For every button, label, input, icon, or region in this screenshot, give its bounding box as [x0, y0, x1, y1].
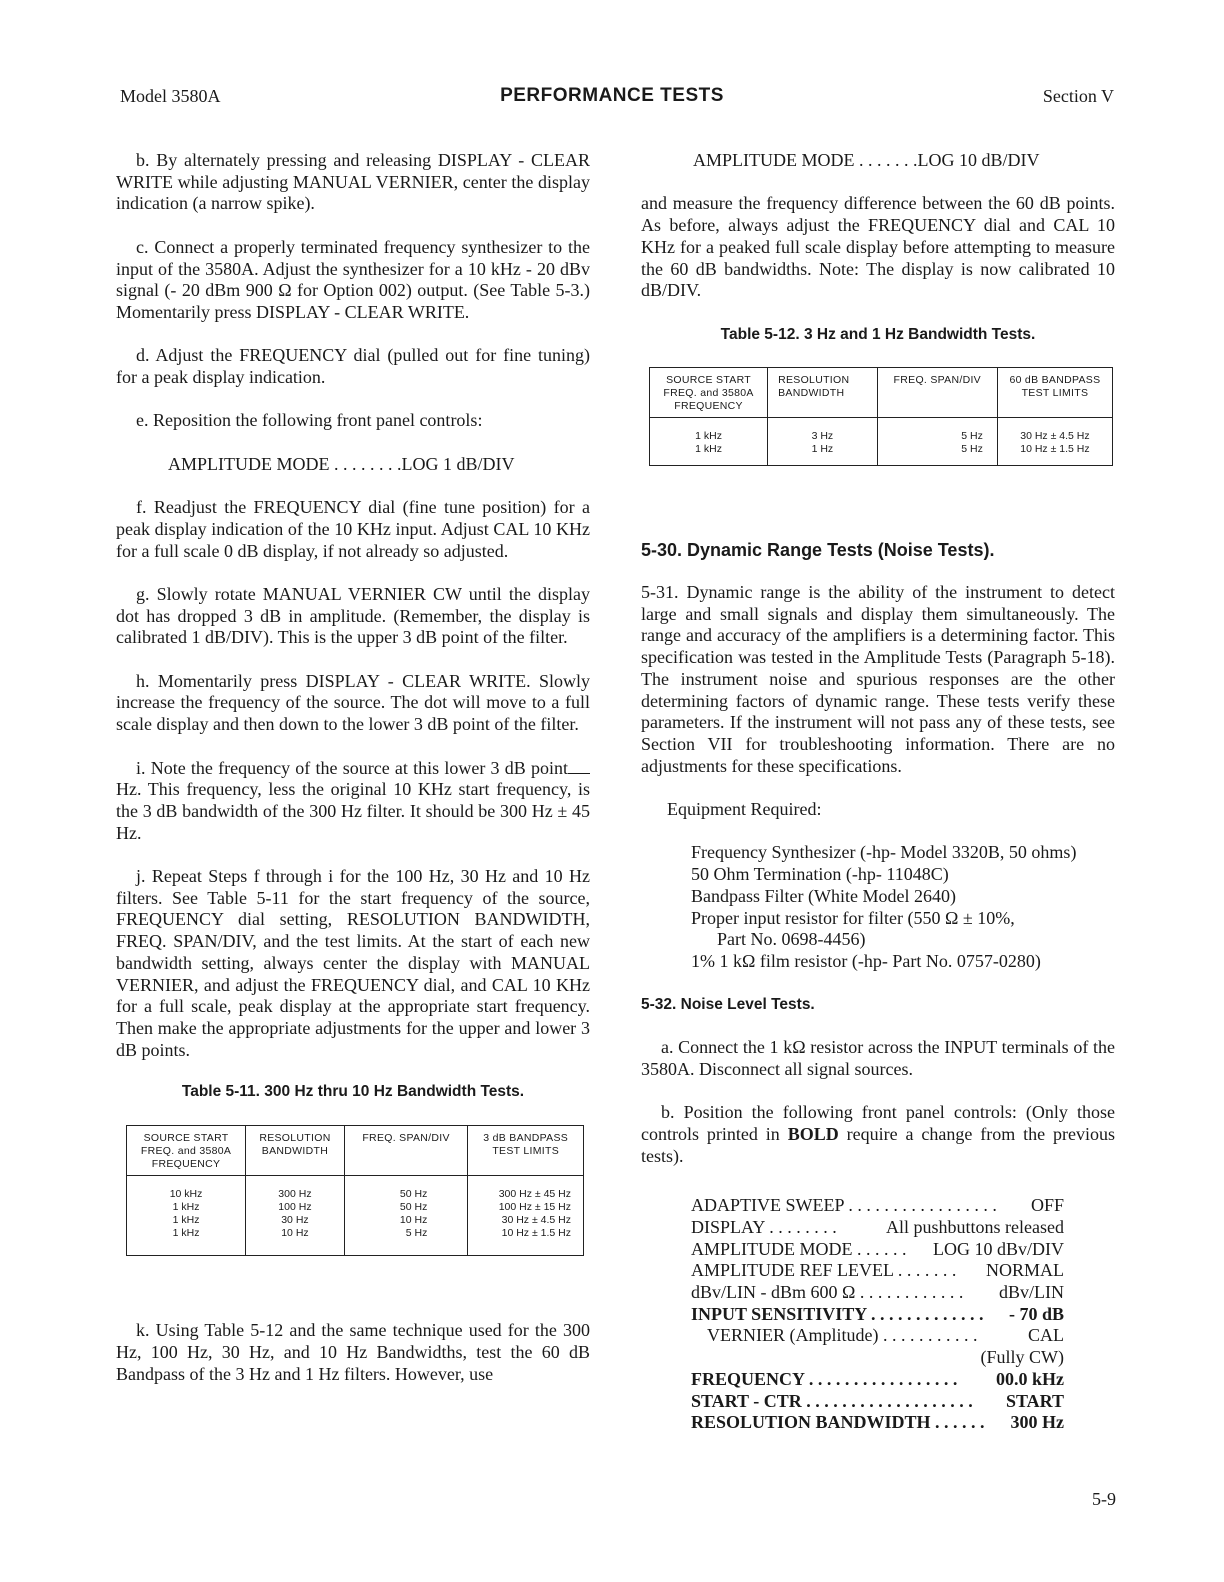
- table-header-cell: SOURCE START FREQ. and 3580A FREQUENCY: [650, 368, 768, 418]
- step-b-bold: BOLD: [787, 1123, 839, 1144]
- step-b-text-1: b. Position the following front panel controls: (Only those controls printed in: [641, 1102, 1115, 1144]
- table-cell: 3 Hz 1 Hz: [768, 418, 878, 466]
- table-row: [650, 418, 1113, 466]
- page-number: 5-9: [1092, 1489, 1116, 1509]
- step-h: h. Momentarily press DISPLAY - CLEAR WRITE. Slowly increase the frequency of the source. The dot will move to a full scale display and then down to the lower 3 dB point of the filter.: [116, 670, 590, 735]
- control-label: START - CTR . . . . . . . . . . . . . . . . . . .: [691, 1390, 973, 1411]
- table-header-row: [650, 368, 1113, 418]
- control-value: 300 Hz: [1010, 1412, 1064, 1433]
- section-5-32-heading: 5-32. Noise Level Tests.: [641, 996, 815, 1014]
- list-item: Bandpass Filter (White Model 2640): [691, 885, 956, 906]
- control-label: FREQUENCY . . . . . . . . . . . . . . . . .: [691, 1368, 958, 1389]
- control-row: [691, 1325, 1064, 1347]
- header-section: Section V: [1042, 86, 1114, 106]
- control-value: - 70 dB: [1008, 1303, 1064, 1324]
- step-b-text-2: require a change from the previous tests).: [641, 1123, 1115, 1166]
- control-value: OFF: [1030, 1195, 1064, 1216]
- right-column: [641, 150, 1115, 1434]
- left-column: [116, 150, 590, 1407]
- control-label: AMPLITUDE REF LEVEL . . . . . . .: [691, 1260, 957, 1281]
- header-model: Model 3580A: [120, 86, 221, 106]
- control-value: LOG 10 dBv/DIV: [933, 1238, 1064, 1259]
- table-cell: 10 kHz 1 kHz 1 kHz 1 kHz: [127, 1176, 246, 1256]
- table-cell: 1 kHz 1 kHz: [650, 418, 768, 466]
- control-row: [691, 1195, 1064, 1217]
- control-value: All pushbuttons released: [886, 1216, 1064, 1237]
- section-5-30-heading: 5-30. Dynamic Range Tests (Noise Tests).: [641, 540, 995, 561]
- step-e: e. Reposition the following front panel controls:: [136, 410, 483, 431]
- table-5-11-title: Table 5-11. 300 Hz thru 10 Hz Bandwidth Tests.: [181, 1083, 525, 1101]
- control-row: [691, 1347, 1064, 1369]
- step-g: g. Slowly rotate MANUAL VERNIER CW until the display dot has dropped 3 dB in amplitude. (Remember, the display is calibrated 1 dB/DIV). This is the upper 3 dB point of the filter.: [116, 583, 590, 648]
- list-item: 1% 1 kΩ film resistor (-hp- Part No. 0757-0280): [691, 950, 1041, 971]
- step-f: f. Readjust the FREQUENCY dial (fine tune position) for a peak display indication of the 10 KHz input. Adjust CAL 10 KHz for a full scale 0 dB display, if not already so adjusted.: [116, 497, 590, 561]
- table-header-cell: 3 dB BANDPASS TEST LIMITS: [468, 1126, 584, 1176]
- control-row: [691, 1282, 1064, 1304]
- step-e-setting: AMPLITUDE MODE . . . . . . . .LOG 1 dB/DIV: [168, 453, 515, 474]
- paragraph-60db: and measure the frequency difference between the 60 dB points. As before, always adjust the FREQUENCY dial and CAL 10 KHz for a peaked full scale display before attempting to measure the 60 dB bandwidths. Note: The display is now calibrated 10 dB/DIV.: [641, 193, 1115, 301]
- control-value: dBv/LIN: [999, 1282, 1064, 1303]
- control-row: [691, 1260, 1064, 1282]
- table-row: [127, 1176, 584, 1256]
- step-i: [116, 758, 590, 845]
- table-header-cell: FREQ. SPAN/DIV: [344, 1126, 468, 1176]
- control-row: [691, 1217, 1064, 1239]
- frequency-blank: [568, 759, 590, 774]
- step-a: a. Connect the 1 kΩ resistor across the INPUT terminals of the 3580A. Disconnect all signal sources.: [641, 1037, 1115, 1079]
- equipment-label: Equipment Required:: [667, 799, 822, 820]
- table-header-cell: SOURCE START FREQ. and 3580A FREQUENCY: [127, 1126, 246, 1176]
- control-label: DISPLAY . . . . . . . .: [691, 1216, 837, 1237]
- control-label: AMPLITUDE MODE . . . . . .: [691, 1238, 907, 1259]
- step-c: c. Connect a properly terminated frequency synthesizer to the input of the 3580A. Adjust the synthesizer for a 10 kHz - 20 dBv signal (- 20 dBm 900 Ω for Option 002) output. (See Table 5-3.) Momentarily press DISPLAY - CLEAR WRITE.: [116, 236, 590, 322]
- table-cell: 300 Hz ± 45 Hz 100 Hz ± 15 Hz 30 Hz ± 4.5 Hz 10 Hz ± 1.5 Hz: [468, 1176, 584, 1256]
- step-i-part-b: Hz. This frequency, less the original 10 KHz start frequency, is the 3 dB bandwidth of the 300 Hz filter. It should be 300 Hz ± 45 Hz.: [116, 779, 590, 843]
- list-item: 50 Ohm Termination (-hp- 11048C): [691, 864, 949, 885]
- control-label: INPUT SENSITIVITY . . . . . . . . . . . . .: [691, 1303, 984, 1324]
- control-label: dBv/LIN - dBm 600 Ω . . . . . . . . . . . .: [691, 1282, 964, 1303]
- list-item: Part No. 0698-4456): [717, 929, 866, 950]
- step-k: k. Using Table 5-12 and the same technique used for the 300 Hz, 100 Hz, 30 Hz, and 10 Hz Bandwidths, test the 60 dB Bandpass of the 3 Hz and 1 Hz filters. However, use: [116, 1320, 590, 1384]
- table-5-12-title: Table 5-12. 3 Hz and 1 Hz Bandwidth Tests.: [720, 325, 1036, 343]
- table-cell: 50 Hz 50 Hz 10 Hz 5 Hz: [344, 1176, 468, 1256]
- table-header-cell: RESOLUTION BANDWIDTH: [768, 368, 878, 418]
- table-header-cell: FREQ. SPAN/DIV: [877, 368, 997, 418]
- table-header-row: [127, 1126, 584, 1176]
- control-row: [691, 1304, 1064, 1326]
- table-cell: 30 Hz ± 4.5 Hz 10 Hz ± 1.5 Hz: [997, 418, 1112, 466]
- control-value: 00.0 kHz: [995, 1368, 1064, 1389]
- control-label: RESOLUTION BANDWIDTH . . . . . .: [691, 1412, 985, 1433]
- step-b-right: [641, 1102, 1115, 1167]
- step-d: d. Adjust the FREQUENCY dial (pulled out for fine tuning) for a peak display indication.: [116, 345, 590, 387]
- list-item: Frequency Synthesizer (-hp- Model 3320B, 50 ohms): [691, 842, 1077, 863]
- control-value: CAL: [1028, 1325, 1064, 1346]
- table-cell: 5 Hz 5 Hz: [877, 418, 997, 466]
- control-row: [691, 1369, 1064, 1391]
- control-row: [691, 1412, 1064, 1434]
- step-j: j. Repeat Steps f through i for the 100 Hz, 30 Hz and 10 Hz filters. See Table 5-11 for the start frequency of the source, FREQUENCY dial setting, RESOLUTION BANDWIDTH, FREQ. SPAN/DIV, and the test limits. At the start of each new bandwidth setting, always center the display with MANUAL VERNIER, and adjust the FREQUENCY dial, and CAL 10 KHz for a full scale, peak display at the appropriate start frequency. Then make the appropriate adjustments for the upper and lower 3 dB points.: [116, 866, 590, 1060]
- equipment-list: [641, 842, 1115, 972]
- control-value: (Fully CW): [980, 1347, 1064, 1368]
- amplitude-setting-top: AMPLITUDE MODE . . . . . . .LOG 10 dB/DIV: [693, 150, 1040, 170]
- header-title: PERFORMANCE TESTS: [500, 85, 724, 106]
- table-header-cell: 60 dB BANDPASS TEST LIMITS: [997, 368, 1112, 418]
- control-row: [691, 1391, 1064, 1413]
- control-label: ADAPTIVE SWEEP . . . . . . . . . . . . . . . . .: [691, 1195, 997, 1216]
- list-item: Proper input resistor for filter (550 Ω ± 10%,: [691, 907, 1015, 928]
- paragraph-5-31: 5-31. Dynamic range is the ability of the instrument to detect large and small signals and display them simultaneously. The range and accuracy of the amplifiers is a determining factor. This specification was tested in the Amplitude Tests (Paragraph 5-18). The instrument noise and spurious responses are the other determining factors of dynamic range. These tests verify these parameters. If the instrument will not pass any of these tests, see Section VII for troubleshooting information. There are no adjustments for these specifications.: [641, 582, 1115, 776]
- table-5-11: [126, 1125, 584, 1256]
- control-settings-list: [641, 1195, 1064, 1434]
- control-value: START: [1005, 1390, 1064, 1411]
- control-row: [691, 1239, 1064, 1261]
- table-cell: 300 Hz 100 Hz 30 Hz 10 Hz: [246, 1176, 345, 1256]
- step-b: b. By alternately pressing and releasing DISPLAY - CLEAR WRITE while adjusting MANUAL VERNIER, center the display indication (a narrow spike).: [116, 150, 590, 214]
- control-label: VERNIER (Amplitude) . . . . . . . . . . .: [707, 1325, 978, 1346]
- table-5-12: [649, 367, 1113, 466]
- step-i-part-a: i. Note the frequency of the source at this lower 3 dB point: [136, 757, 568, 778]
- control-value: NORMAL: [985, 1260, 1064, 1281]
- table-header-cell: RESOLUTION BANDWIDTH: [246, 1126, 345, 1176]
